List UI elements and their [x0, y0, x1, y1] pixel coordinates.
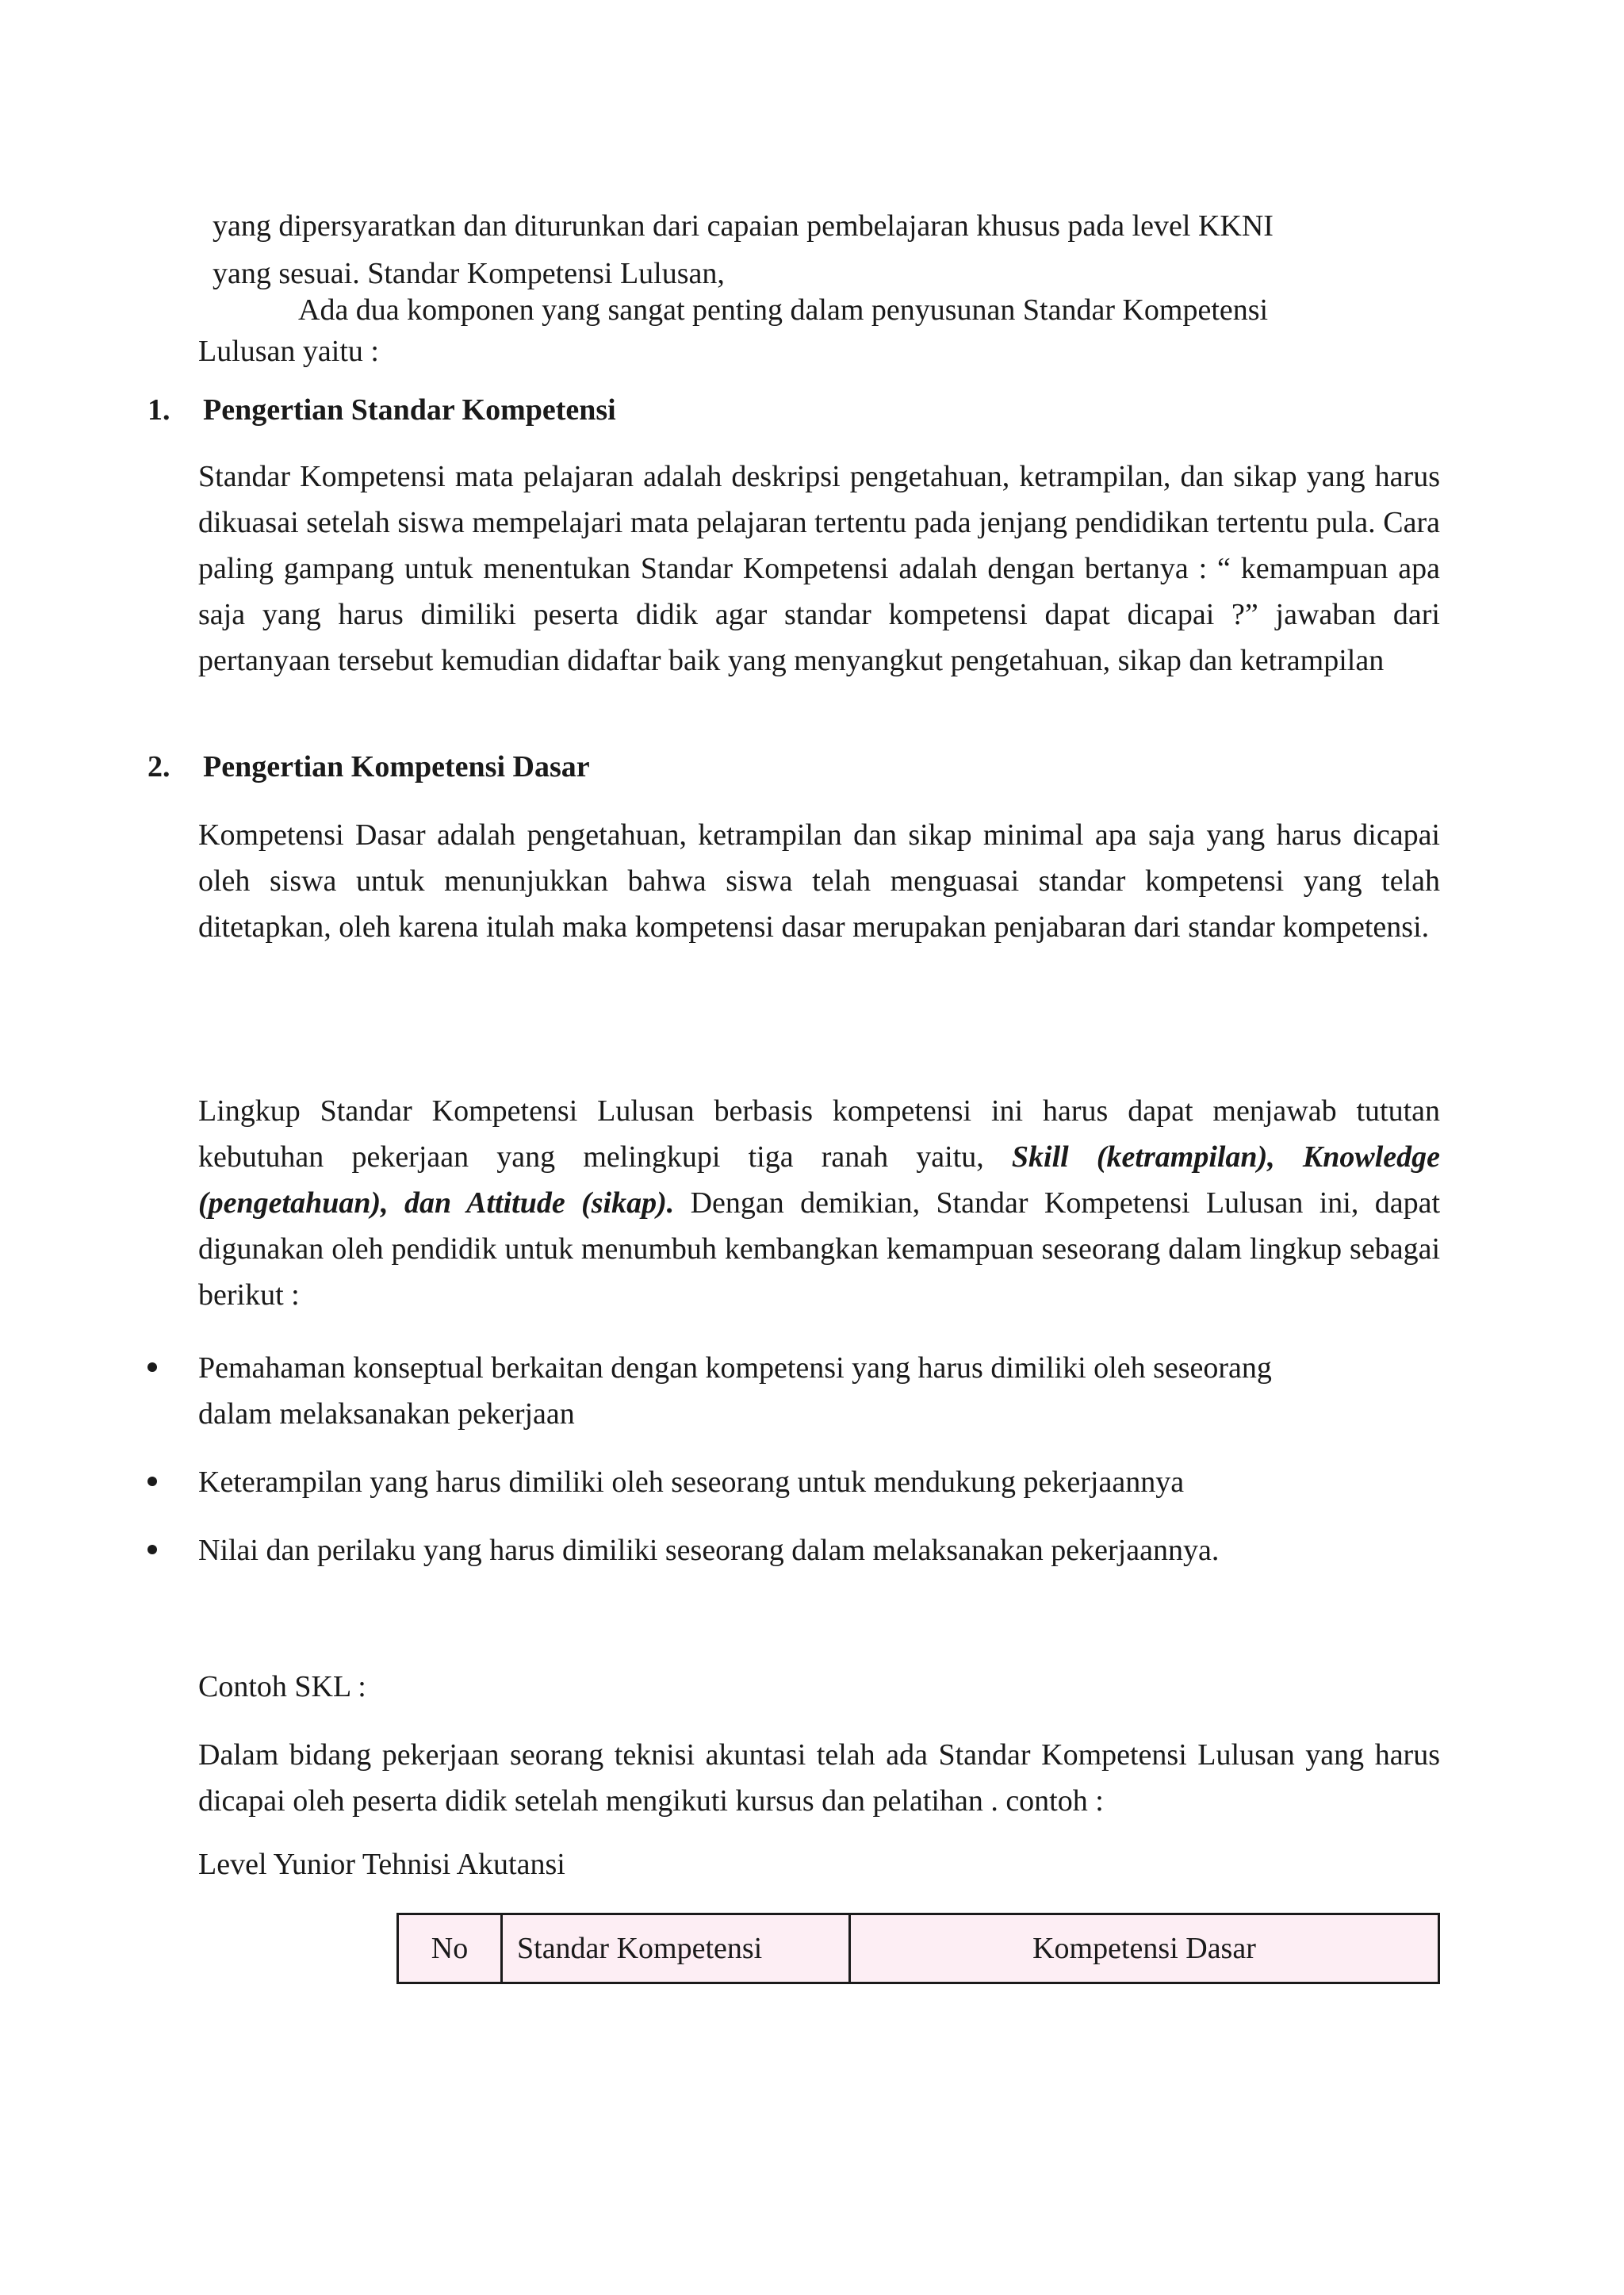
section-2-heading — [147, 744, 590, 790]
section-1-number: 1. — [147, 393, 170, 427]
table-header-kompetensi-dasar: Kompetensi Dasar — [850, 1914, 1439, 1983]
skl-table — [396, 1913, 1440, 1984]
intro-line-2: yang sesuai. Standar Kompetensi Lulusan, — [213, 257, 725, 290]
intro-line-3: Ada dua komponen yang sangat penting dalam penyusunan Standar Kompetensi — [298, 293, 1269, 327]
intro-line-4: Lulusan yaitu : — [198, 335, 379, 368]
section-1-heading — [147, 387, 616, 433]
intro-line-1: yang dipersyaratkan dan diturunkan dari capaian pembelajaran khusus pada level KKNI — [213, 209, 1274, 243]
bullet-1-line-1: Pemahaman konseptual berkaitan dengan kompetensi yang harus dimiliki oleh seseorang — [198, 1351, 1272, 1385]
table-header-standar-kompetensi: Standar Kompetensi — [502, 1914, 850, 1983]
lingkup-emphasis: Skill (ketrampilan), Knowledge (pengetahuan), dan Attitude (sikap). — [198, 1140, 1440, 1220]
section-2-body: Kompetensi Dasar adalah pengetahuan, ketrampilan dan sikap minimal apa saja yang harus dicapai oleh siswa untuk menunjukkan bahwa siswa telah menguasai standar kompetensi yang telah ditetapkan, oleh karena itulah maka kompetensi dasar merupakan penjabaran dari standar kompetensi. — [198, 818, 1440, 944]
section-1-title: Pengertian Standar Kompetensi — [203, 393, 616, 427]
bullet-2-text: Keterampilan yang harus dimiliki oleh seseorang untuk mendukung pekerjaannya — [198, 1466, 1185, 1499]
section-1-body: Standar Kompetensi mata pelajaran adalah deskripsi pengetahuan, ketrampilan, dan sikap yang harus dikuasai setelah siswa mempelajari mata pelajaran tertentu pada jenjang pendidikan tertentu pula. Cara paling gampang untuk menentukan Standar Kompetensi adalah dengan bertanya : “ kemampuan apa saja yang harus dimiliki peserta didik agar standar kompetensi dapat dicapai ?” jawaban dari pertanyaan tersebut kemudian didaftar baik yang menyangkut pengetahuan, sikap dan ketrampilan — [198, 460, 1440, 677]
bullet-3-text: Nilai dan perilaku yang harus dimiliki seseorang dalam melaksanakan pekerjaannya. — [198, 1534, 1220, 1567]
contoh-heading: Contoh SKL : — [198, 1670, 366, 1703]
bullet-dot-icon — [147, 1362, 157, 1372]
lingkup-text-after: Dengan demikian, Standar Kompetensi Lulusan ini, dapat digunakan oleh pendidik untuk menumbuh kembangkan kemampuan seseorang dalam lingkup sebagai berikut : — [198, 1186, 1441, 1312]
bullet-1-line-2: dalam melaksanakan pekerjaan — [198, 1397, 575, 1431]
section-2-title: Pengertian Kompetensi Dasar — [203, 750, 590, 784]
bullet-dot-icon — [147, 1545, 157, 1554]
lingkup-text-before: Lingkup Standar Kompetensi Lulusan berbasis kompetensi ini harus dapat menjawab tututan kebutuhan pekerjaan yang melingkupi tiga ranah yaitu, — [198, 1094, 1440, 1174]
contoh-body: Dalam bidang pekerjaan seorang teknisi akuntasi telah ada Standar Kompetensi Lulusan yang harus dicapai oleh peserta didik setelah mengikuti kursus dan pelatihan . contoh : — [198, 1738, 1440, 1818]
table-header-row — [398, 1914, 1439, 1983]
table-header-no: No — [398, 1914, 502, 1983]
lingkup-paragraph — [198, 1088, 1440, 1318]
bullet-dot-icon — [147, 1477, 157, 1486]
section-2-number: 2. — [147, 750, 170, 784]
contoh-level: Level Yunior Tehnisi Akutansi — [198, 1848, 565, 1881]
